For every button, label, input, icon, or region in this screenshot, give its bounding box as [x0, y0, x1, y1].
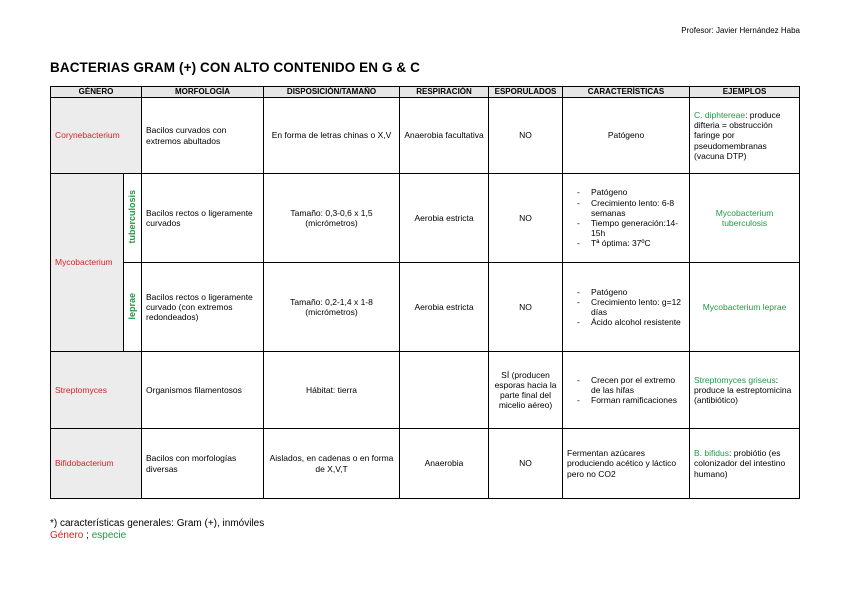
- example-text: : produce difteria = obstrucción faringe por pseudomembranas (vacuna DTP): [694, 110, 781, 161]
- col-header-respiracion: RESPIRACIÓN: [400, 87, 489, 98]
- respiration-cell: [400, 352, 489, 429]
- col-header-morfologia: MORFOLOGÍA: [142, 87, 264, 98]
- sporulated-cell: NO: [489, 98, 563, 174]
- example-text: : produce la estreptomicina (antibiótico): [694, 374, 792, 406]
- list-item: - Crecimiento lento: g=12 días: [591, 297, 685, 317]
- list-item: - Patógeno: [591, 287, 685, 297]
- respiration-cell: Aerobia estricta: [400, 174, 489, 263]
- table-row: [51, 352, 800, 429]
- examples-cell: [690, 429, 800, 499]
- col-header-ejemplos: EJEMPLOS: [690, 87, 800, 98]
- disposition-cell: Tamaño: 0,3-0,6 x 1,5 (micrómetros): [264, 174, 400, 263]
- example-species: C. diphtereae: [694, 110, 746, 121]
- sporulated-cell: NO: [489, 174, 563, 263]
- morphology-cell: Bacilos con morfologías diversas: [142, 429, 264, 499]
- page-title: BACTERIAS GRAM (+) CON ALTO CONTENIDO EN G & C: [50, 60, 420, 75]
- species-label: tuberculosis: [127, 190, 138, 244]
- morphology-cell: Bacilos rectos o ligeramente curvados: [142, 174, 264, 263]
- morphology-cell: Bacilos curvados con extremos abultados: [142, 98, 264, 174]
- sporulated-cell: SÍ (producen esporas hacia la parte final del micelio aéreo): [489, 352, 563, 429]
- example-species: B. bifidus: [694, 448, 729, 459]
- characteristics-list: [567, 375, 685, 406]
- characteristics-cell: Fermentan azúcares produciendo acético y láctico pero no CO2: [563, 429, 690, 499]
- genus-cell: Bifidobacterium: [51, 429, 142, 499]
- genus-cell: Corynebacterium: [51, 98, 142, 174]
- table-row: [51, 98, 800, 174]
- genus-cell: Mycobacterium: [51, 174, 124, 352]
- col-header-caracteristicas: CARACTERÍSTICAS: [563, 87, 690, 98]
- list-item: - Patógeno: [591, 187, 685, 197]
- species-label: leprae: [127, 292, 138, 320]
- color-legend: [50, 530, 126, 541]
- sporulated-cell: NO: [489, 429, 563, 499]
- species-label-cell: [124, 263, 142, 352]
- respiration-cell: Anaerobia: [400, 429, 489, 499]
- col-header-genero: GÉNERO: [51, 87, 142, 98]
- disposition-cell: Aislados, en cadenas o en forma de X,V,T: [264, 429, 400, 499]
- disposition-cell: En forma de letras chinas o X,V: [264, 98, 400, 174]
- characteristics-cell: [563, 352, 690, 429]
- legend-separator: ;: [83, 530, 92, 541]
- col-header-esporulados: ESPORULADOS: [489, 87, 563, 98]
- example-text: : probiótio (es colonizador del intestino humano): [694, 448, 786, 479]
- col-header-disposicion: DISPOSICIÓN/TAMAÑO: [264, 87, 400, 98]
- disposition-cell: Tamaño: 0,2-1,4 x 1-8 (micrómetros): [264, 263, 400, 352]
- table-header-row: [51, 87, 800, 98]
- morphology-cell: Bacilos rectos o ligeramente curvado (con extremos redondeados): [142, 263, 264, 352]
- legend-species: especie: [91, 530, 127, 541]
- table-row: [51, 429, 800, 499]
- example-species: Streptomyces griseus: [694, 374, 776, 385]
- table-row: [51, 174, 800, 263]
- respiration-cell: Anaerobia facultativa: [400, 98, 489, 174]
- characteristics-list: [567, 187, 685, 248]
- species-label-cell: [124, 174, 142, 263]
- list-item: - Ácido alcohol resistente: [591, 317, 685, 327]
- morphology-cell: Organismos filamentosos: [142, 352, 264, 429]
- characteristics-cell: [563, 263, 690, 352]
- disposition-cell: Hábitat: tierra: [264, 352, 400, 429]
- table-row: [51, 263, 800, 352]
- sporulated-cell: NO: [489, 263, 563, 352]
- examples-cell: [690, 98, 800, 174]
- respiration-cell: Aerobia estricta: [400, 263, 489, 352]
- professor-label: Profesor: Javier Hernández Haba: [681, 26, 800, 35]
- characteristics-cell: [563, 174, 690, 263]
- characteristics-cell: Patógeno: [563, 98, 690, 174]
- legend-genus: Género: [50, 530, 84, 541]
- examples-cell: Mycobacterium tuberculosis: [690, 174, 800, 263]
- list-item: - Crecimiento lento: 6-8 semanas: [591, 198, 685, 218]
- genus-cell: Streptomyces: [51, 352, 142, 429]
- list-item: - Tª óptima: 37ºC: [591, 238, 685, 248]
- examples-cell: [690, 352, 800, 429]
- list-item: - Tiempo generación:14-15h: [591, 218, 685, 238]
- characteristics-list: [567, 287, 685, 328]
- list-item: - Forman ramificaciones: [591, 395, 685, 405]
- general-note: *) características generales: Gram (+), inmóviles: [50, 518, 265, 529]
- examples-cell: Mycobacterium leprae: [690, 263, 800, 352]
- list-item: - Crecen por el extremo de las hifas: [591, 375, 685, 395]
- bacteria-table: [50, 86, 800, 499]
